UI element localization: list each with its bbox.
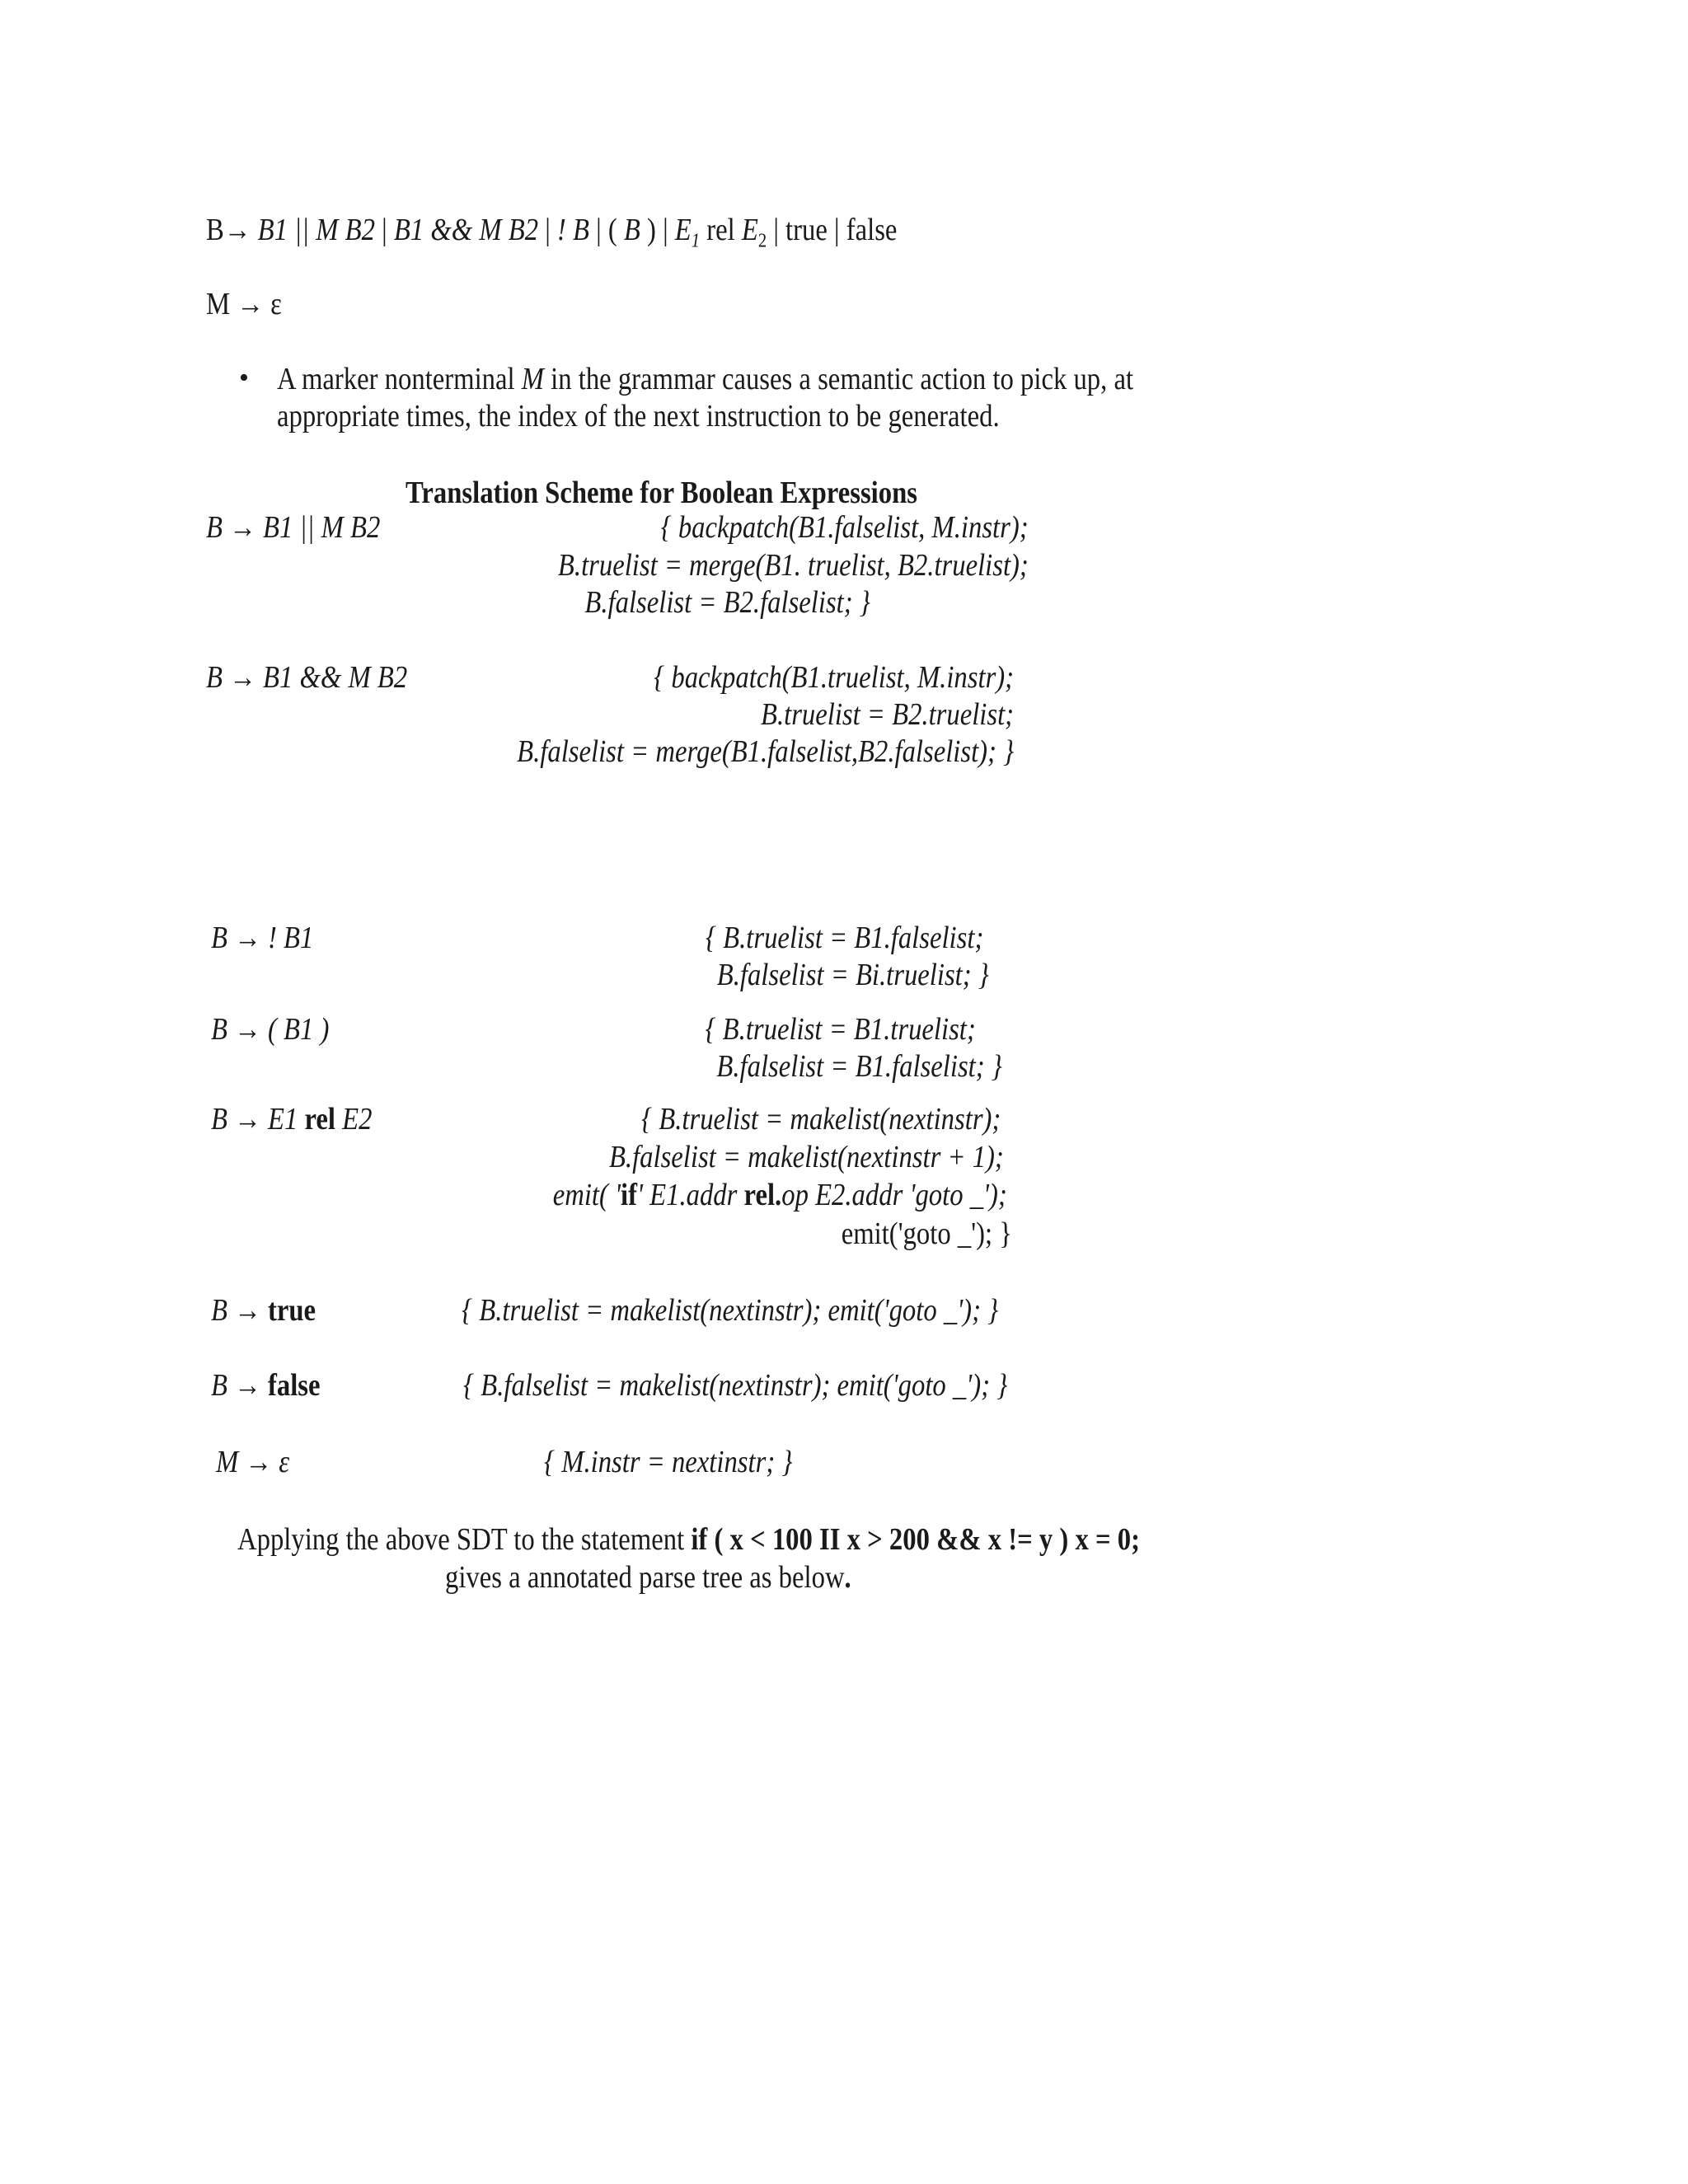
rule-not-production	[211, 919, 313, 957]
rule-true-production	[211, 1291, 316, 1329]
closing-line-2	[445, 1558, 851, 1596]
grammar-sep: |	[374, 213, 394, 247]
grammar-line-2	[206, 285, 282, 323]
rule-not-action-2-text: B.falselist = Bi.truelist; }	[716, 958, 989, 992]
bullet-text-line-2	[277, 397, 1000, 435]
grammar-alt-paren: B	[623, 213, 640, 247]
closing-line-1	[237, 1521, 1140, 1558]
closing-line-2-text: gives a annotated parse tree as below	[445, 1560, 845, 1595]
rule-not-production-text: B → ! B1	[211, 921, 314, 955]
rule-and-action-1	[654, 658, 1014, 696]
rule-rel-action-4	[842, 1215, 1012, 1253]
rule-rel-action-3b: ' E1.addr	[637, 1178, 744, 1212]
bullet-text-m: M	[521, 362, 544, 396]
rule-not-action-1-text: { B.truelist = B1.falselist;	[705, 921, 983, 955]
rule-rel-production-rel: rel	[304, 1102, 335, 1137]
rule-paren-action-1	[706, 1010, 976, 1048]
grammar-e2: E	[741, 213, 758, 247]
rule-rel-action-3c: op E2.addr 'goto _');	[781, 1178, 1007, 1212]
rule-false-action	[463, 1366, 1007, 1404]
rule-and-production-text: B → B1 && M B2	[206, 660, 408, 695]
rule-marker-production-text: M → ε	[216, 1445, 290, 1479]
grammar-lhs: B→	[206, 213, 251, 247]
rule-or-action-1	[661, 509, 1029, 546]
rule-paren-action-2-text: B.falselist = B1.falselist; }	[716, 1049, 1002, 1084]
grammar-e1-sub: 1	[691, 230, 701, 252]
rule-rel-action-3-if: if	[621, 1178, 638, 1212]
grammar-e1: E	[674, 213, 692, 247]
bullet-text-line-1	[277, 360, 1133, 398]
rule-false-keyword: false	[267, 1368, 321, 1403]
rule-marker-action	[544, 1443, 792, 1481]
rule-rel-production-b: E2	[335, 1102, 373, 1137]
bullet-text-a: A marker nonterminal	[277, 362, 522, 396]
rule-rel-action-3-rel: rel.	[743, 1178, 782, 1212]
rule-rel-production	[211, 1100, 372, 1138]
rule-marker-action-text: { M.instr = nextinstr; }	[544, 1445, 793, 1479]
rule-rel-action-1	[641, 1100, 1001, 1138]
grammar-alt-and: B1 && M B2	[393, 213, 539, 247]
rule-true-production-a: B →	[211, 1293, 268, 1328]
rule-rel-action-4-text: emit('goto _'); }	[841, 1216, 1012, 1251]
rule-paren-action-1-text: { B.truelist = B1.truelist;	[705, 1012, 976, 1047]
rule-rel-action-1-text: { B.truelist = makelist(nextinstr);	[640, 1102, 1001, 1137]
rule-true-keyword: true	[267, 1293, 316, 1328]
rule-and-production	[206, 658, 407, 696]
bullet-text-b: in the grammar causes a semantic action to pick up, at	[543, 362, 1134, 396]
grammar-alt-not: ! B	[556, 213, 589, 247]
rule-or-action-2-text: B.truelist = merge(B1. truelist, B2.truelist);	[558, 548, 1029, 583]
closing-line-2-period: .	[844, 1560, 851, 1595]
grammar-tail: | true | false	[767, 213, 898, 247]
rule-or-production	[206, 509, 380, 546]
rule-and-action-2	[761, 696, 1014, 733]
rule-rel-action-2	[609, 1138, 1004, 1176]
rule-paren-production-text: B → ( B1 )	[211, 1012, 330, 1047]
grammar-rel: rel	[700, 213, 742, 247]
rule-rel-production-a: B → E1	[211, 1102, 305, 1137]
rule-false-production-a: B →	[211, 1368, 268, 1403]
grammar-alt-or-m: M B2	[316, 213, 375, 247]
rule-marker-production	[216, 1443, 289, 1481]
rule-true-action-text: { B.truelist = makelist(nextinstr); emit('goto _'); }	[462, 1293, 999, 1328]
grammar-alt-or: B1 ||	[251, 213, 316, 247]
rule-true-action	[462, 1291, 998, 1329]
rule-rel-action-3a: emit( '	[552, 1178, 621, 1212]
rule-or-action-3-text: B.falselist = B2.falselist; }	[584, 585, 870, 620]
rule-false-action-text: { B.falselist = makelist(nextinstr); emit('goto _'); }	[463, 1368, 1008, 1403]
rule-and-action-1-text: { backpatch(B1.truelist, M.instr);	[654, 660, 1014, 695]
grammar-e2-sub: 2	[757, 230, 767, 252]
closing-line-1-text: Applying the above SDT to the statement	[237, 1522, 692, 1557]
heading-text: Translation Scheme for Boolean Expressions	[406, 476, 917, 510]
rule-paren-production	[211, 1010, 329, 1048]
rule-or-action-2	[558, 546, 1029, 584]
rule-not-action-1	[706, 919, 983, 957]
rule-and-action-2-text: B.truelist = B2.truelist;	[760, 697, 1014, 732]
rule-rel-action-2-text: B.falselist = makelist(nextinstr + 1);	[609, 1140, 1004, 1174]
grammar-line-1	[206, 211, 897, 260]
section-heading	[406, 474, 917, 512]
grammar-sep: | (	[588, 213, 624, 247]
rule-not-action-2	[717, 956, 989, 994]
closing-statement: if ( x < 100 II x > 200 && x != y ) x = 0;	[691, 1522, 1140, 1557]
rule-paren-action-2	[717, 1047, 1002, 1085]
rule-or-production-text: B → B1 || M B2	[206, 510, 381, 545]
rule-and-action-3	[517, 733, 1014, 771]
rule-rel-action-3	[553, 1176, 1007, 1214]
rule-or-action-1-text: { backpatch(B1.falselist, M.instr);	[660, 510, 1029, 545]
bullet-text-c: appropriate times, the index of the next instruction to be generated.	[277, 399, 1000, 434]
grammar-marker-rule: M → ε	[206, 287, 282, 321]
grammar-sep: ) |	[640, 213, 675, 247]
grammar-sep: |	[538, 213, 557, 247]
bullet-icon: •	[239, 363, 249, 393]
rule-or-action-3	[585, 583, 870, 621]
rule-false-production	[211, 1366, 321, 1404]
rule-and-action-3-text: B.falselist = merge(B1.falselist,B2.falselist); }	[516, 734, 1014, 769]
